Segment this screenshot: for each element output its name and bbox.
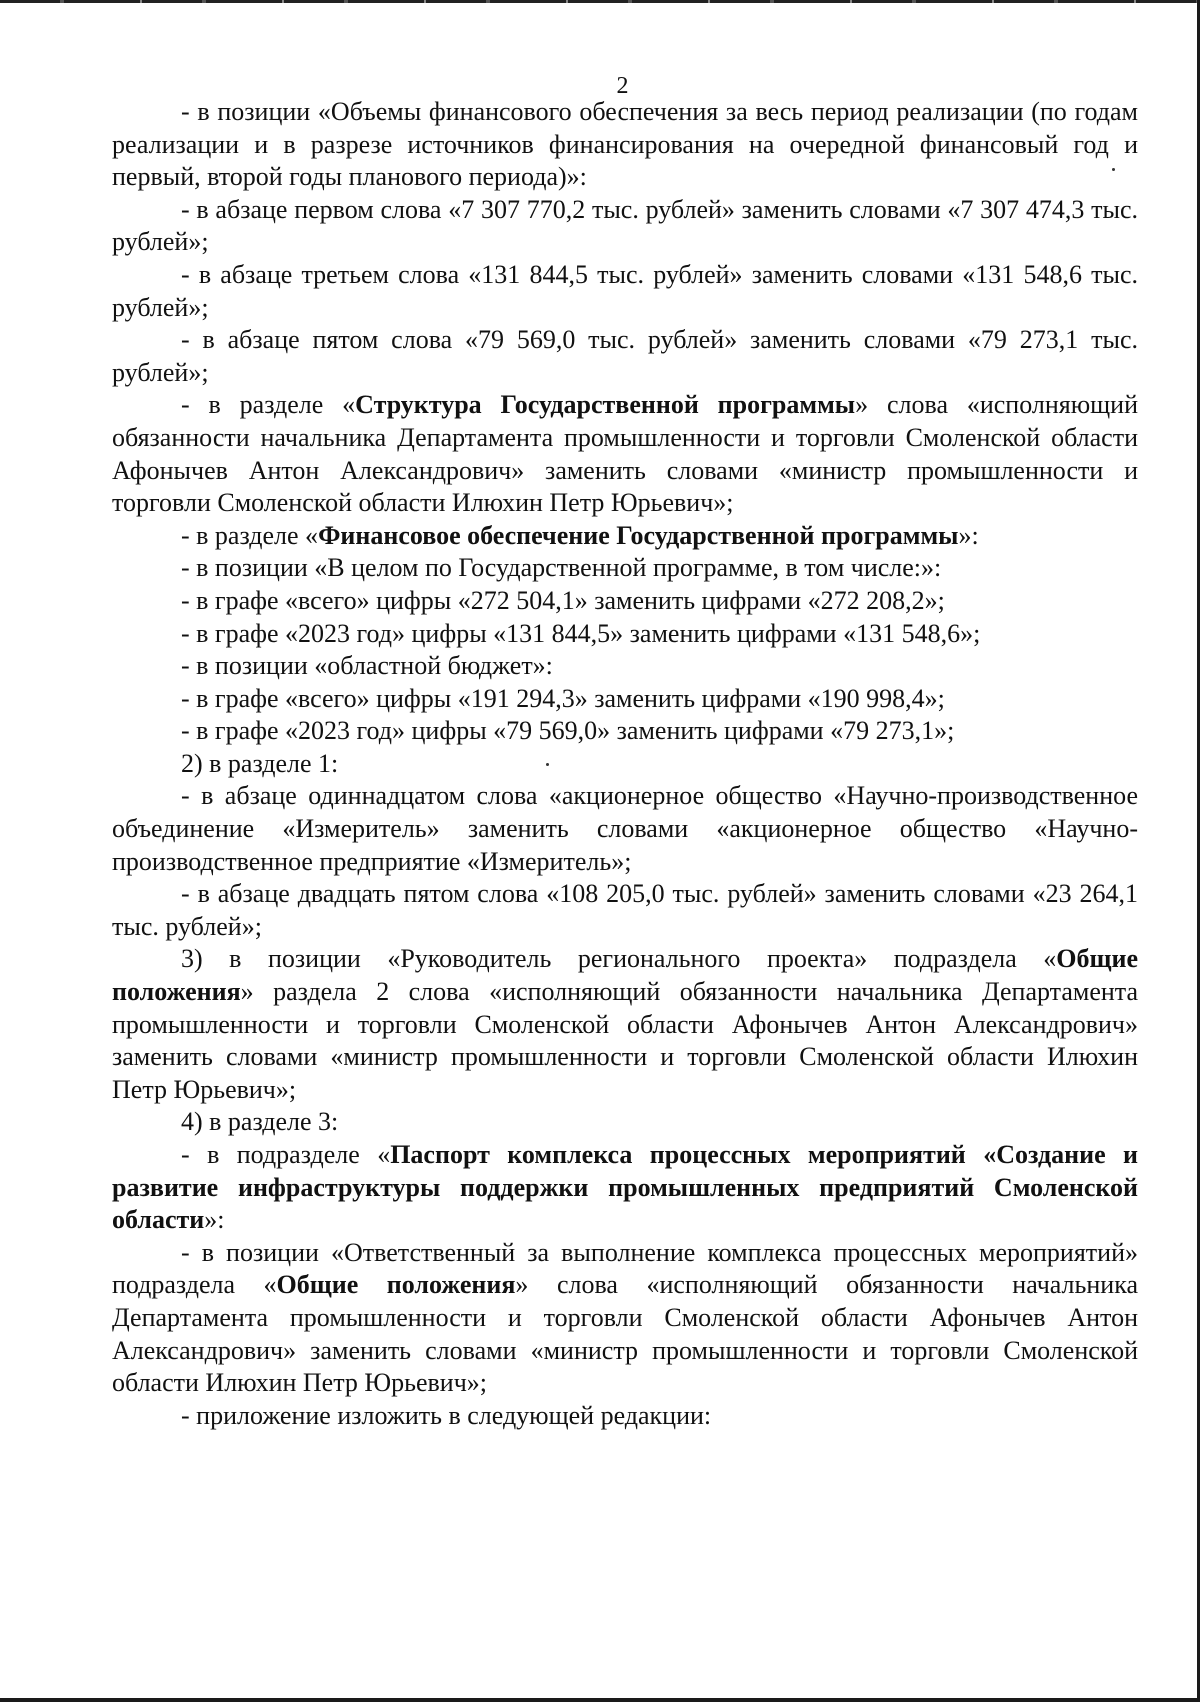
paragraph-first-abzac: - в абзаце первом слова «7 307 770,2 тыс. рублей» заменить словами «7 307 474,3 тыс. рублей»; [112,194,1138,257]
paragraph-third-abzac: - в абзаце третьем слова «131 844,5 тыс. рублей» заменить словами «131 548,6 тыс. рублей»; [112,259,1138,322]
paragraph-section-1: 2) в разделе 1: [181,748,339,778]
paragraph-regional-2023-column: - в графе «2023 год» цифры «79 569,0» заменить цифрами «79 273,1»; [181,716,955,746]
paragraph-section-3: 4) в разделе 3: [181,1107,339,1137]
paragraph-total-all-column: - в графе «всего» цифры «272 504,1» заменить цифрами «272 208,2»; [181,585,945,615]
scan-speck [1112,168,1115,171]
paragraph-structure-section: - в разделе «Структура Государственной программы» слова «исполняющий обязанности начальника Департамента промышленности и торговли Смоленской области Афонычев Антон Александрович» заменить словами «министр промышленности и торговли Смоленской области Илюхин Петр Юрьевич»; [112,390,1138,518]
scan-speck [546,763,549,766]
paragraph-twenty-fifth-abzac: - в абзаце двадцать пятом слова «108 205,0 тыс. рублей» заменить словами «23 264,1 тыс. рублей»; [112,879,1138,941]
paragraph-finance-section: - в разделе «Финансовое обеспечение Государственной программы»: [181,520,979,550]
paragraph-process-passport: - в подразделе «Паспорт комплекса процессных мероприятий «Создание и развитие инфраструктуры поддержки промышленных предприятий Смоленской области»: [112,1140,1139,1235]
page-top-edge [0,0,1200,3]
page-bottom-edge [0,1698,1200,1702]
document-body [112,96,1138,1432]
paragraph-regional-all-column: - в графе «всего» цифры «191 294,3» заменить цифрами «190 998,4»; [181,683,945,713]
paragraph-financing-position: - в позиции «Объемы финансового обеспечения за весь период реализации (по годам реализации и в разрезе источников финансирования на очередной финансовый год и первый, второй годы планового периода)»: [112,97,1138,192]
paragraph-eleventh-abzac: - в абзаце одиннадцатом слова «акционерное общество «Научно-производственное объединение «Измеритель» заменить словами «акционерное общество «Научно-производственное предприятие «Измеритель»; [112,781,1138,876]
paragraph-regional-budget-position: - в позиции «областной бюджет»: [181,651,553,681]
paragraph-fifth-abzac: - в абзаце пятом слова «79 569,0 тыс. рублей» заменить словами «79 273,1 тыс. рублей»; [112,325,1138,387]
paragraph-responsible-position: - в позиции «Ответственный за выполнение комплекса процессных мероприятий» подраздела «Общие положения» слова «исполняющий обязанности начальника Департамента промышленности и торговли Смоленской области Афонычев Антон Александрович» заменить словами «министр промышленности и торговли Смоленской области Илюхин Петр Юрьевич»; [112,1237,1138,1398]
paragraph-regional-project-head: 3) в позиции «Руководитель регионального проекта» подраздела «Общие положения» раздела 2 слова «исполняющий обязанности начальника Департамента промышленности и торговли Смоленской области Афонычев Антон Александрович» заменить словами «министр промышленности и торговли Смоленской области Илюхин Петр Юрьевич»; [112,944,1138,1104]
paragraph-total-2023-column: - в графе «2023 год» цифры «131 844,5» заменить цифрами «131 548,6»; [181,618,981,648]
paragraph-appendix: - приложение изложить в следующей редакции: [181,1400,712,1430]
paragraph-total-position: - в позиции «В целом по Государственной программе, в том числе:»: [181,553,942,583]
page-number: 2 [616,73,629,99]
